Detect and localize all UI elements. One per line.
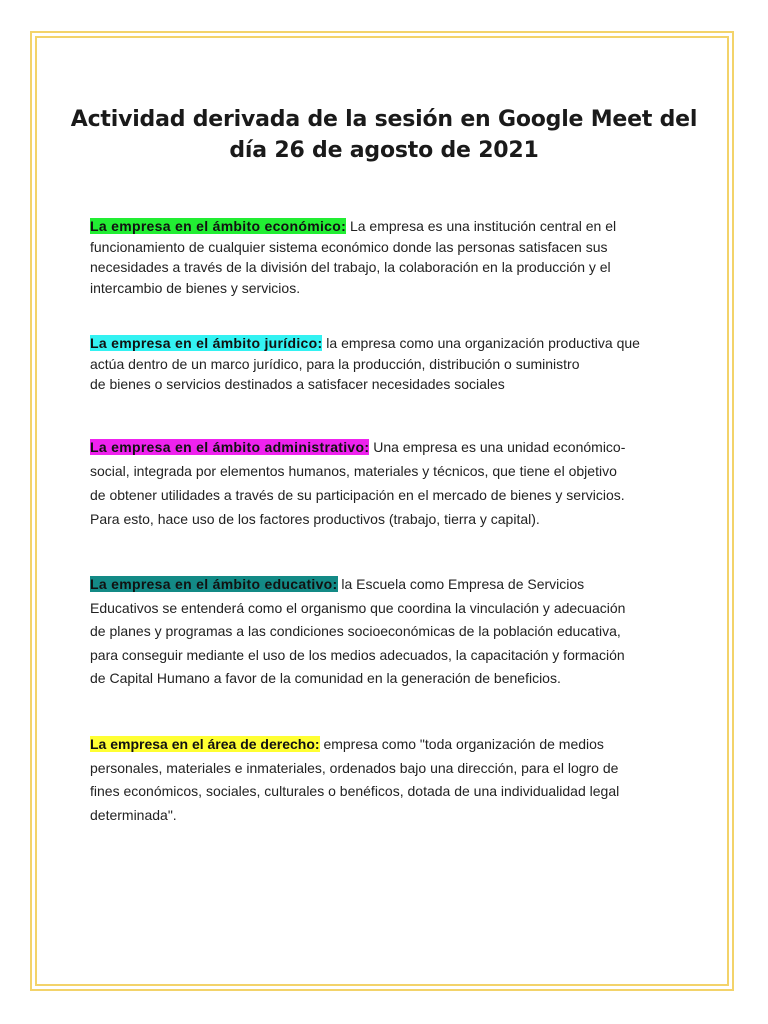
section-line: necesidades a través de la división del trabajo, la colaboración en la producción y el — [90, 259, 611, 275]
section-educational — [90, 573, 680, 691]
section-line: determinada". — [90, 806, 177, 823]
section-label-economic: La empresa en el ámbito económico: — [90, 218, 347, 234]
section-line: Una empresa es una unidad económico- — [369, 439, 626, 455]
section-law — [90, 733, 680, 827]
section-line: de bienes o servicios destinados a satisfacer necesidades sociales — [90, 376, 505, 392]
section-line: empresa como "toda organización de medios — [319, 736, 604, 752]
section-line: de Capital Humano a favor de la comunidad en la generación de beneficios. — [90, 670, 561, 686]
section-legal — [90, 333, 680, 395]
section-economic — [90, 216, 680, 298]
section-line: para conseguir mediante el uso de los medios adecuados, la capacitación y formación — [90, 646, 625, 663]
section-line: personales, materiales e inmateriales, ordenados bajo una dirección, para el logro de — [90, 759, 619, 776]
section-line: la empresa como una organización productiva que — [322, 335, 640, 351]
section-line: intercambio de bienes y servicios. — [90, 279, 301, 296]
section-label-law: La empresa en el área de derecho: — [90, 736, 320, 752]
section-label-legal: La empresa en el ámbito jurídico: — [90, 335, 323, 351]
section-line: funcionamiento de cualquier sistema económico donde las personas satisfacen sus — [90, 238, 608, 255]
section-administrative — [90, 435, 680, 531]
section-line: Educativos se entenderá como el organismo que coordina la vinculación y adecuación — [90, 599, 626, 616]
section-line: actúa dentro de un marco jurídico, para la producción, distribución o suministro — [90, 355, 580, 372]
section-line: la Escuela como Empresa de Servicios — [337, 576, 585, 592]
section-line: social, integrada por elementos humanos, materiales y técnicos, que tiene el objetivo — [90, 463, 617, 479]
title-line-1: Actividad derivada de la sesión en Google Meet del — [70, 107, 698, 132]
section-label-educational: La empresa en el ámbito educativo: — [90, 576, 338, 592]
section-line: de planes y programas a las condiciones socioeconómicas de la población educativa, — [90, 623, 621, 639]
title-line-2: día 26 de agosto de 2021 — [229, 138, 539, 163]
document-title — [60, 104, 708, 166]
section-label-administrative: La empresa en el ámbito administrativo: — [90, 439, 370, 455]
section-line: fines económicos, sociales, culturales o benéficos, dotada de una individualidad legal — [90, 783, 620, 799]
section-line: La empresa es una institución central en el — [346, 218, 617, 234]
section-line: Para esto, hace uso de los factores productivos (trabajo, tierra y capital). — [90, 511, 540, 527]
section-line: de obtener utilidades a través de su participación en el mercado de bienes y servicios. — [90, 487, 625, 503]
